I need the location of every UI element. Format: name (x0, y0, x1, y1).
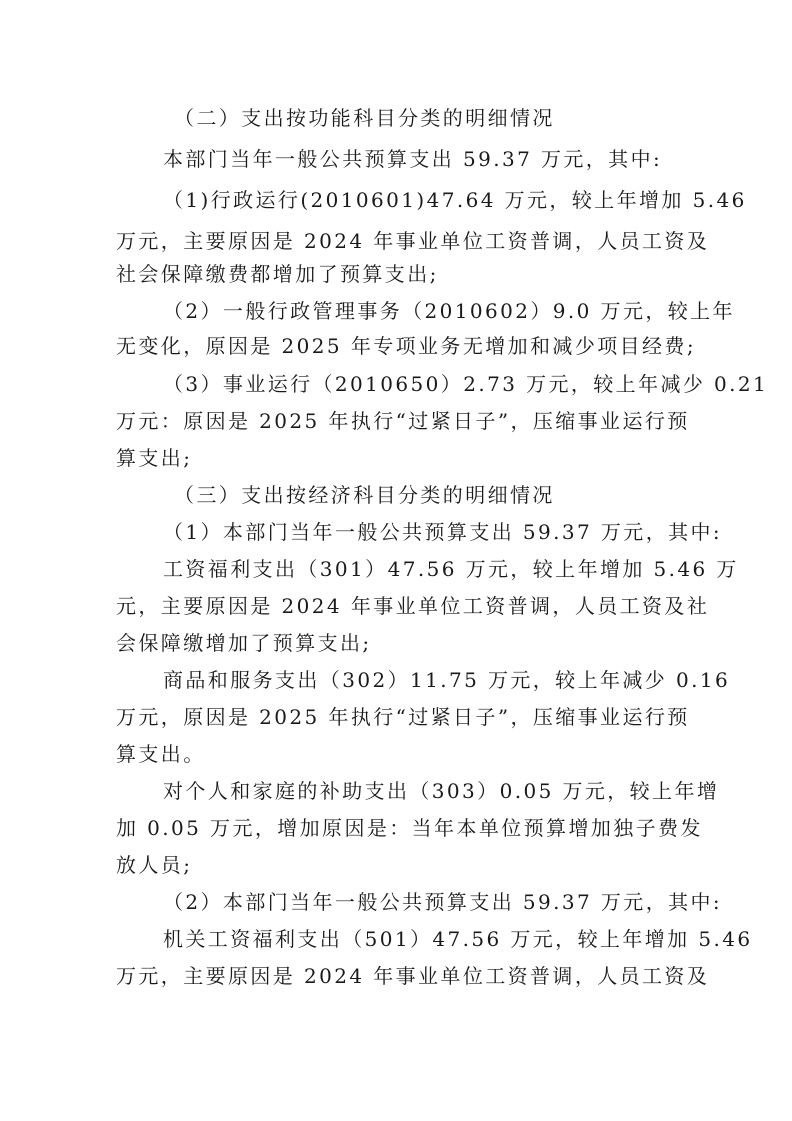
paragraph-line: （1）本部门当年一般公共预算支出 59.37 万元，其中: (163, 520, 723, 544)
paragraph-line: 会保障缴增加了预算支出; (116, 631, 372, 655)
paragraph-line: 万元，原因是 2025 年执行“过紧日子”，压缩事业运行预 (116, 705, 690, 729)
paragraph-line: 万元：原因是 2025 年执行“过紧日子”，压缩事业运行预 (116, 409, 690, 433)
section-heading-functional: （二）支出按功能科目分类的明细情况 (174, 106, 555, 130)
paragraph-line: 社会保障缴费都增加了预算支出; (116, 262, 439, 286)
paragraph-line: （2）一般行政管理事务（2010602）9.0 万元，较上年 (163, 299, 735, 323)
paragraph-line: 算支出; (116, 446, 193, 470)
paragraph-line: 加 0.05 万元，增加原因是：当年本单位预算增加独子费发 (116, 816, 703, 840)
section-heading-economic: （三）支出按经济科目分类的明细情况 (174, 483, 555, 507)
paragraph-line: 放人员; (116, 853, 193, 877)
paragraph-line: 算支出。 (116, 742, 206, 766)
paragraph-line: 无变化，原因是 2025 年专项业务无增加和减少项目经费; (116, 334, 696, 358)
paragraph-line: 本部门当年一般公共预算支出 59.37 万元，其中: (163, 147, 663, 171)
paragraph-line: 机关工资福利支出（501）47.56 万元，较上年增加 5.46 (163, 927, 753, 951)
paragraph-line: 工资福利支出（301）47.56 万元，较上年增加 5.46 万 (163, 557, 739, 581)
paragraph-line: 元，主要原因是 2024 年事业单位工资普调，人员工资及社 (116, 594, 710, 618)
paragraph-line: 对个人和家庭的补助支出（303）0.05 万元，较上年增 (163, 779, 720, 803)
paragraph-line: 商品和服务支出（302）11.75 万元，较上年减少 0.16 (163, 668, 731, 692)
paragraph-line: （2）本部门当年一般公共预算支出 59.37 万元，其中: (163, 890, 723, 914)
paragraph-line: 万元，主要原因是 2024 年事业单位工资普调，人员工资及 (116, 229, 710, 253)
paragraph-line: 万元，主要原因是 2024 年事业单位工资普调，人员工资及 (116, 964, 710, 988)
paragraph-line: （1)行政运行(2010601)47.64 万元，较上年增加 5.46 (163, 188, 747, 212)
paragraph-line: （3）事业运行（2010650）2.73 万元，较上年减少 0.21 (163, 372, 769, 396)
